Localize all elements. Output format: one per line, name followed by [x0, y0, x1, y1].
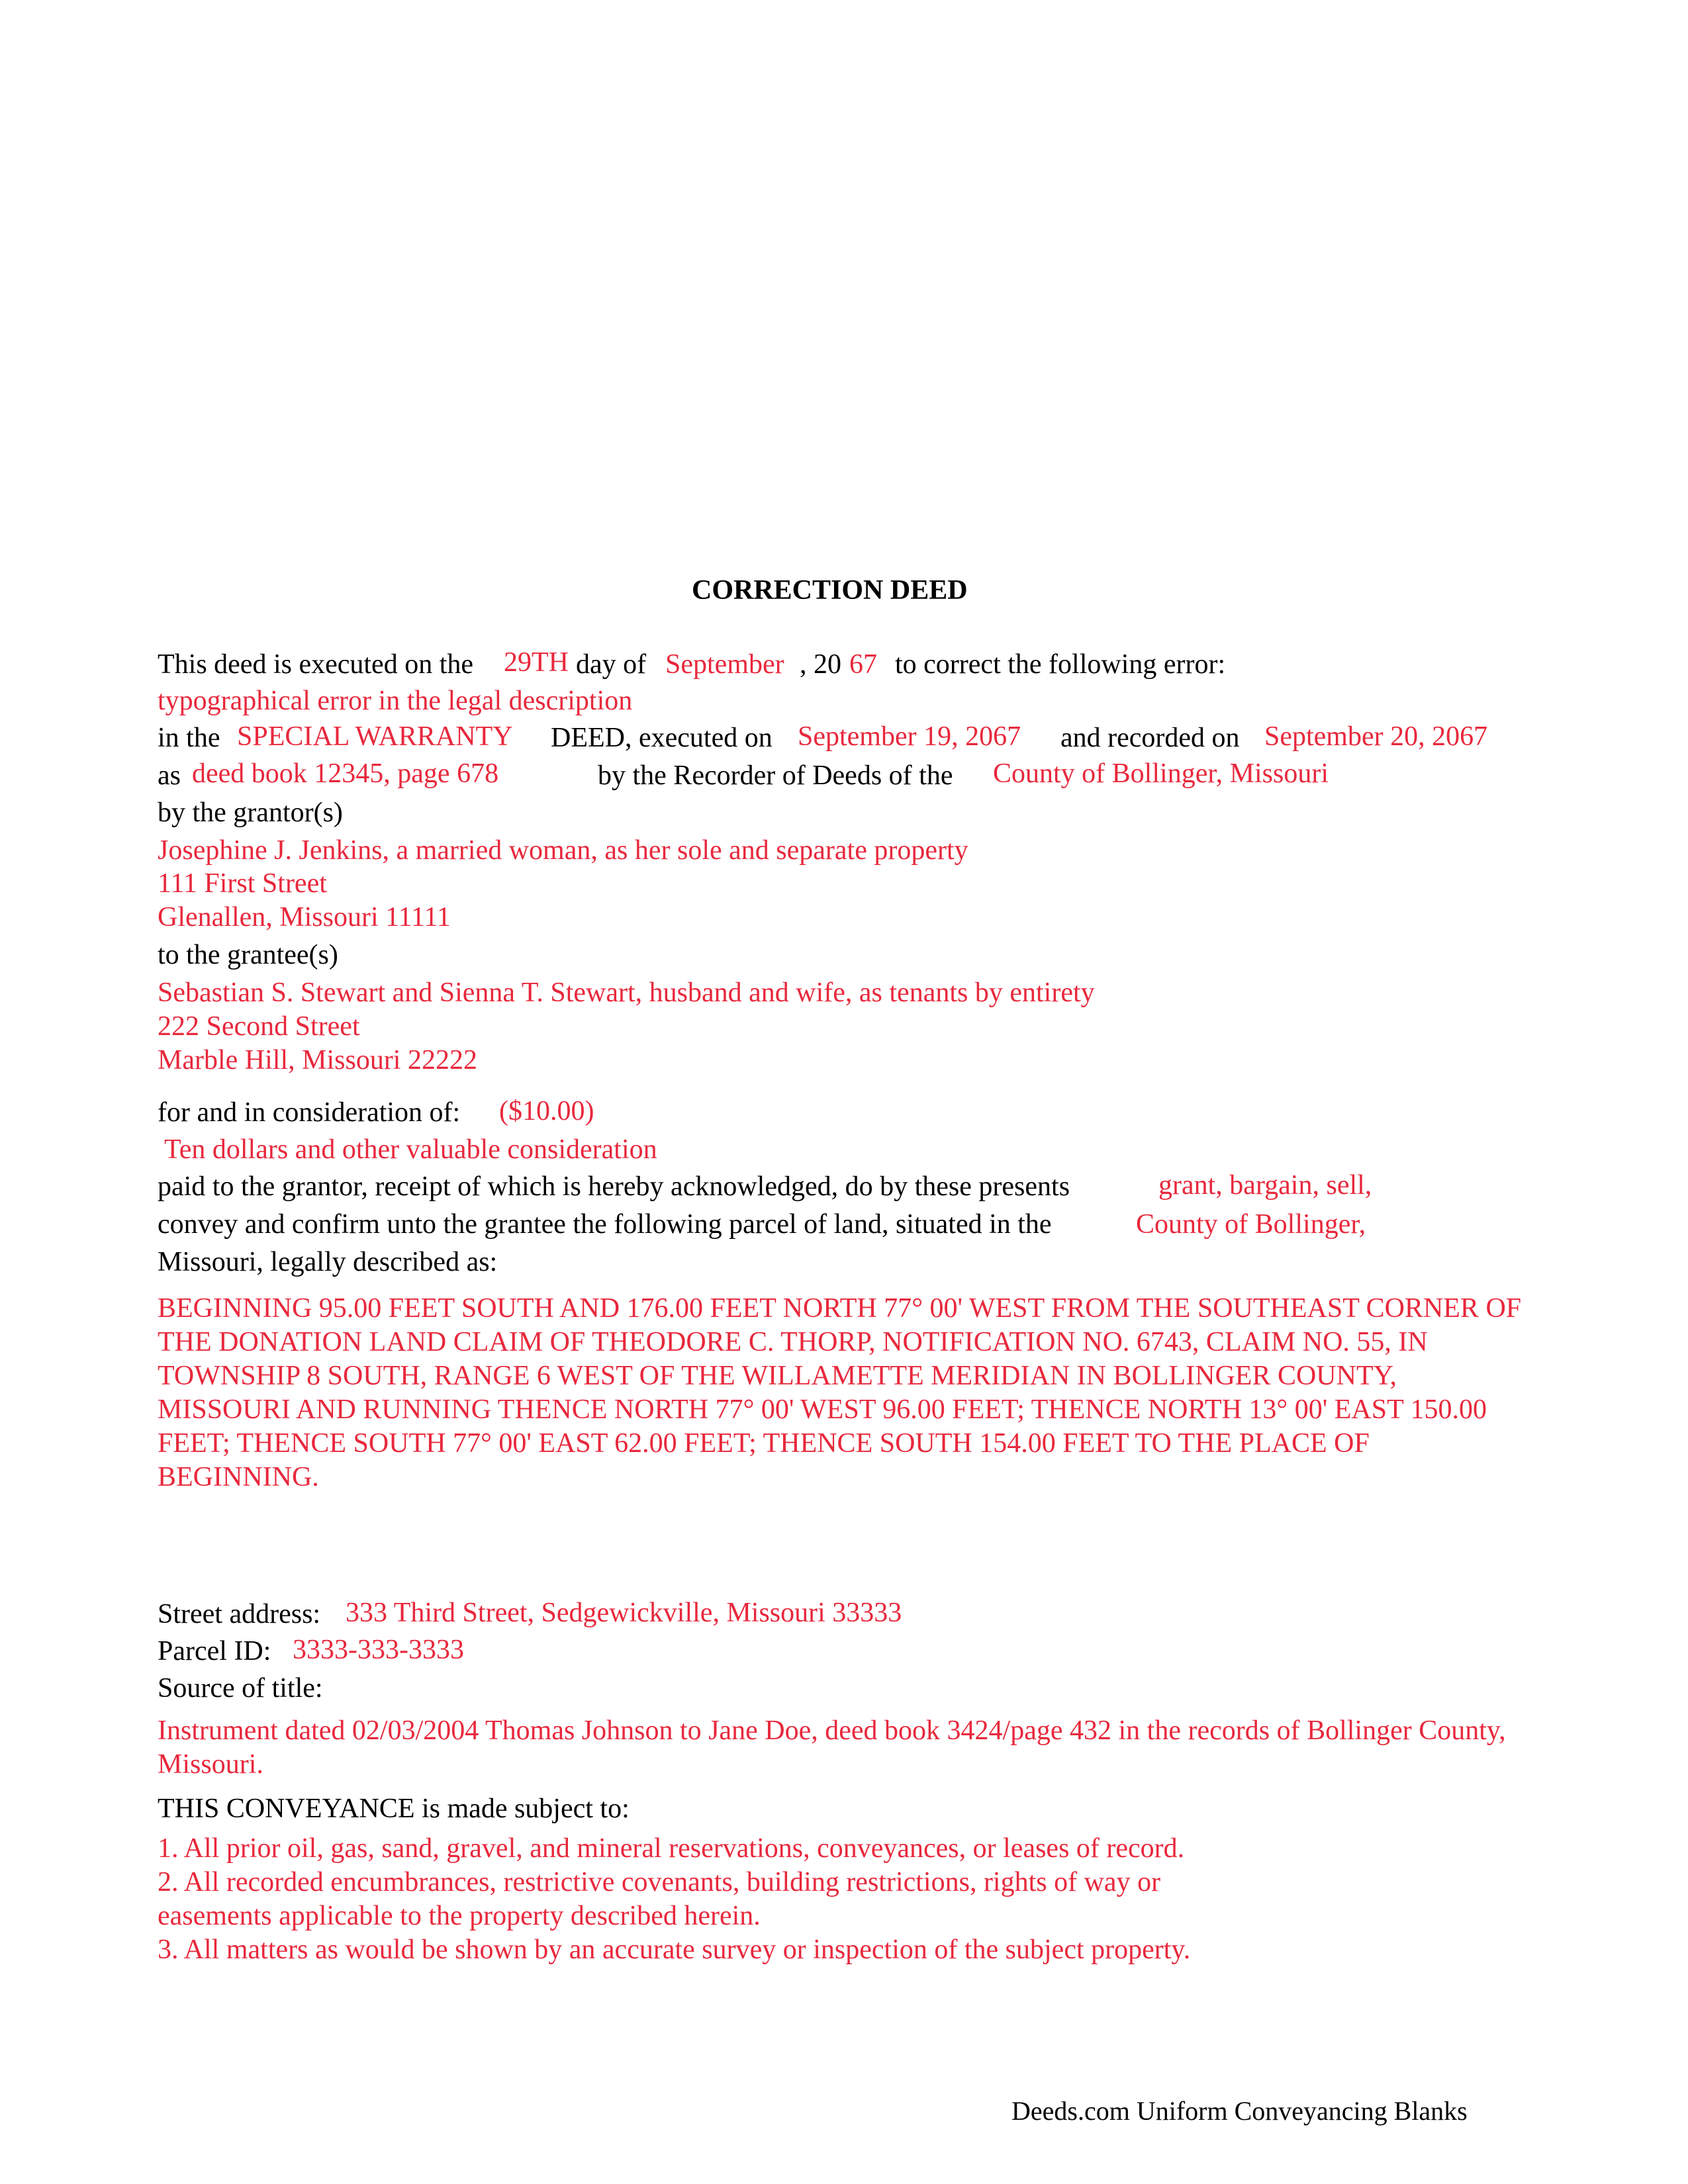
granting-words: grant, bargain, sell, [1158, 1170, 1372, 1201]
recorder-county: County of Bollinger, Missouri [993, 758, 1329, 789]
execution-prefix: This deed is executed on the [158, 649, 474, 680]
parcel-county: County of Bollinger, [1136, 1209, 1366, 1240]
grantor-name: Josephine J. Jenkins, a married woman, as her sole and separate property [158, 835, 968, 866]
conveyance-line1: paid to the grantor, receipt of which is hereby acknowledged, do by these presents [158, 1171, 1070, 1202]
subject-to-item: 2. All recorded encumbrances, restrictive covenants, building restrictions, rights of way or [158, 1867, 1161, 1897]
grantee-name: Sebastian S. Stewart and Sienna T. Stewart, husband and wife, as tenants by entirety [158, 978, 1095, 1008]
recorded-date: September 20, 2067 [1264, 721, 1488, 752]
grantee-city: Marble Hill, Missouri 22222 [158, 1045, 477, 1075]
source-of-title-label: Source of title: [158, 1673, 323, 1704]
parcel-id-label: Parcel ID: [158, 1636, 271, 1666]
subject-to-item: easements applicable to the property described herein. [158, 1901, 761, 1931]
subject-to-label: THIS CONVEYANCE is made subject to: [158, 1794, 630, 1824]
execution-suffix: to correct the following error: [895, 649, 1226, 680]
legal-description: BEGINNING 95.00 FEET SOUTH AND 176.00 FEET NORTH 77° 00' WEST FROM THE SOUTHEAST CORNER OF THE DONATION LAND CLAIM OF THEODORE C. THORP, NOTIFICATION NO. 6743, CLAIM NO. 55, IN TOWNSHIP 8 SOUTH, RANGE 6 WEST OF THE WILLAMETTE MERIDIAN IN BOLLINGER COUNTY, MISSOURI AND RUNNING THENCE NORTH 77° 00' WEST 96.00 FEET; THENCE NORTH 13° 00' EAST 150.00 FEET; THENCE SOUTH 77° 00' EAST 62.00 FEET; THENCE SOUTH 154.00 FEET TO THE PLACE OF BEGINNING. [158, 1293, 1522, 1492]
consideration-words: Ten dollars and other valuable consideration [164, 1134, 657, 1165]
page-footer: Deeds.com Uniform Conveyancing Blanks [1011, 2096, 1468, 2126]
deed-type-prefix: in the [158, 723, 220, 753]
execution-year-prefix: , 20 [800, 649, 841, 680]
deed-type: SPECIAL WARRANTY [237, 721, 513, 752]
subject-to-item: 1. All prior oil, gas, sand, gravel, and mineral reservations, conveyances, or leases of record. [158, 1833, 1185, 1864]
execution-year-suffix: 67 [849, 649, 877, 680]
recorder-label: by the Recorder of Deeds of the [598, 760, 953, 791]
book-ref-prefix: as [158, 760, 181, 791]
conveyance-line2: convey and confirm unto the grantee the following parcel of land, situated in the [158, 1209, 1052, 1240]
execution-month: September [665, 649, 784, 680]
street-address-value: 333 Third Street, Sedgewickville, Missouri 33333 [346, 1598, 902, 1628]
grantee-label: to the grantee(s) [158, 940, 338, 970]
grantee-street: 222 Second Street [158, 1011, 360, 1042]
street-address-label: Street address: [158, 1599, 321, 1629]
subject-to-item: 3. All matters as would be shown by an accurate survey or inspection of the subject property. [158, 1934, 1191, 1965]
conveyance-line3: Missouri, legally described as: [158, 1247, 498, 1277]
grantor-label: by the grantor(s) [158, 797, 343, 828]
executed-date: September 19, 2067 [798, 721, 1021, 752]
deed-executed-label: DEED, executed on [551, 723, 773, 753]
source-of-title-value: Instrument dated 02/03/2004 Thomas Johnson to Jane Doe, deed book 3424/page 432 in the records of Bollinger County, Missouri. [158, 1715, 1506, 1780]
book-reference: deed book 12345, page 678 [192, 758, 499, 789]
consideration-label: for and in consideration of: [158, 1097, 461, 1128]
grantor-street: 111 First Street [158, 868, 327, 899]
parcel-id-value: 3333-333-3333 [293, 1635, 464, 1665]
execution-day: 29TH [504, 647, 569, 678]
recorded-on-label: and recorded on [1060, 723, 1240, 753]
execution-day-of: day of [576, 649, 647, 680]
error-description: typographical error in the legal description [158, 686, 633, 716]
page-title: CORRECTION DEED [692, 575, 968, 606]
grantor-city: Glenallen, Missouri 11111 [158, 902, 451, 933]
consideration-amount: ($10.00) [499, 1096, 594, 1126]
